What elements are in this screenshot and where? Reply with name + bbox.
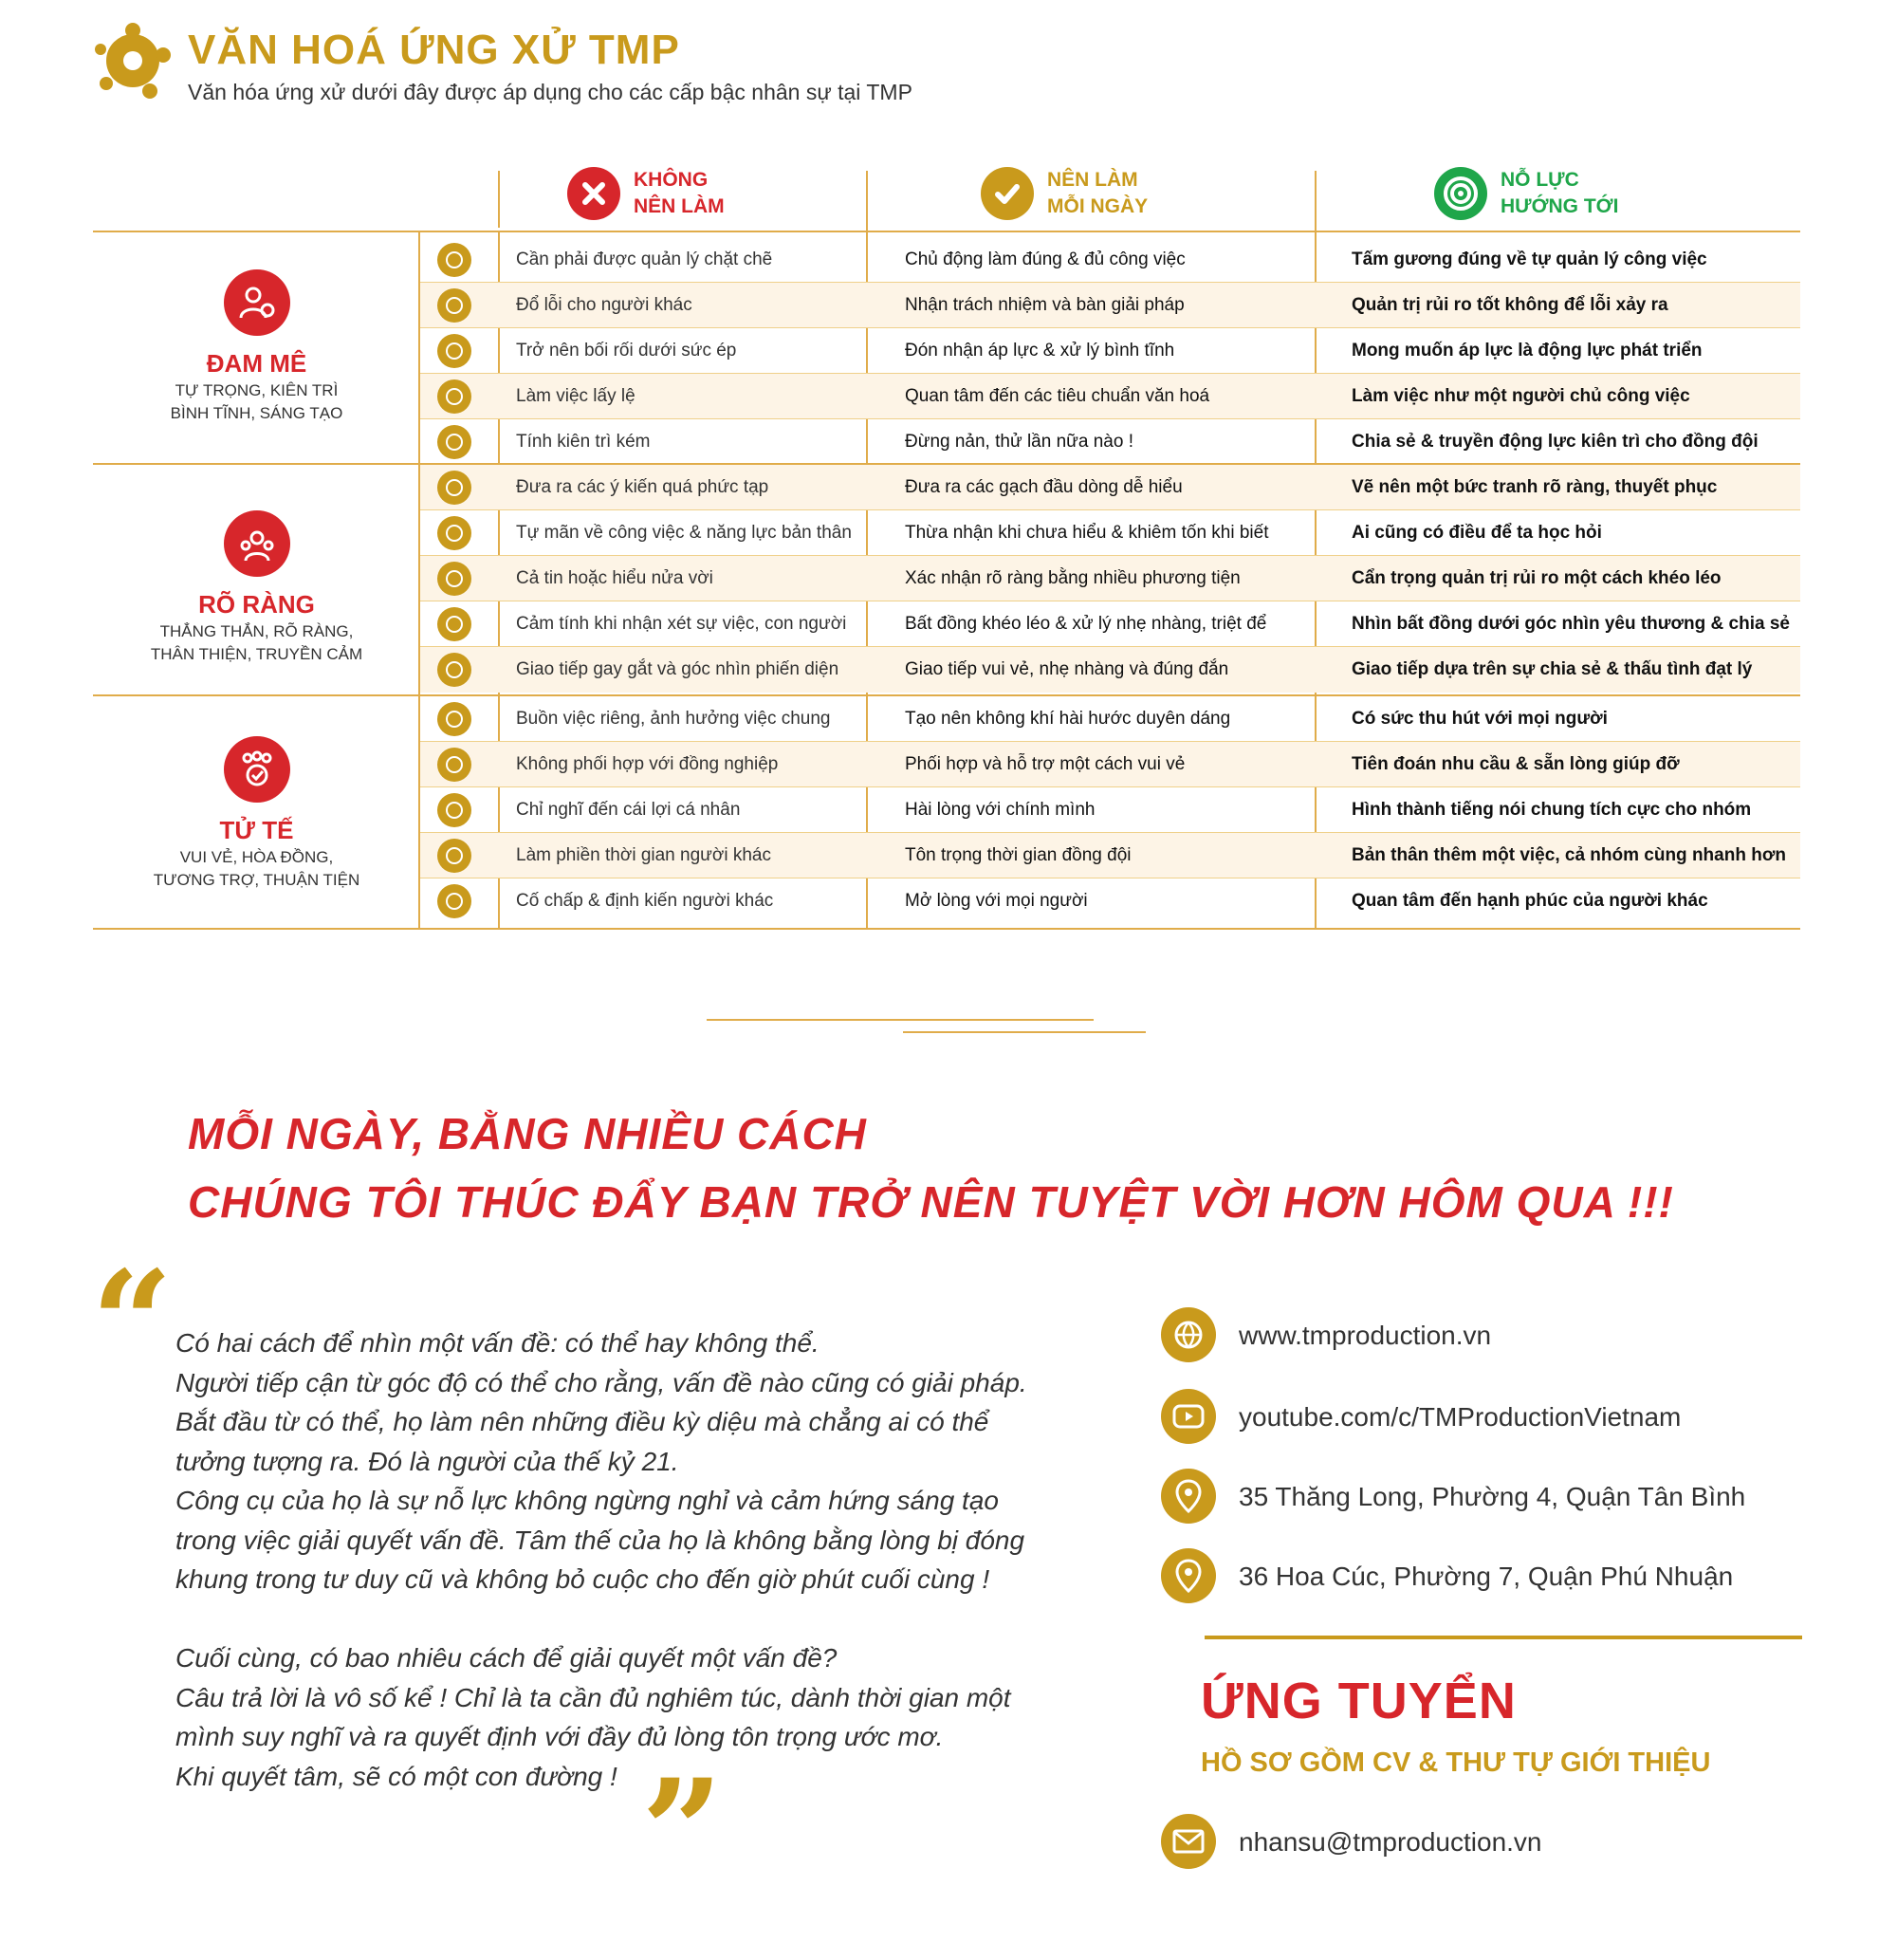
cell-dont: Cố chấp & định kiến người khác — [516, 891, 774, 911]
cell-aim: Mong muốn áp lực là động lực phát triển — [1352, 341, 1703, 361]
quote-line: Khi quyết tâm, sẽ có một con đường ! — [175, 1761, 617, 1791]
slogan-highlight: TRỞ NÊN TUYỆT VỜI HƠN HÔM QUA !!! — [809, 1177, 1674, 1227]
group-passion — [93, 269, 420, 424]
group-check-icon — [224, 736, 290, 803]
column-header-aim-line2: HƯỚNG TỚI — [1501, 195, 1619, 217]
quote-line: Bắt đầu từ có thể, họ làm nên những điều kỳ diệu mà chẳng ai có thể — [175, 1407, 989, 1436]
cell-do: Giao tiếp vui vẻ, nhẹ nhàng và đúng đắn — [905, 659, 1229, 679]
slogan-line-1: MỖI NGÀY, BẰNG NHIỀU CÁCH — [188, 1109, 867, 1158]
cell-dont: Làm phiền thời gian người khác — [516, 845, 771, 865]
cell-do: Đưa ra các gạch đầu dòng dễ hiểu — [905, 477, 1183, 497]
cell-do: Đón nhận áp lực & xử lý bình tĩnh — [905, 341, 1175, 361]
cell-do: Chủ động làm đúng & đủ công việc — [905, 250, 1186, 269]
group-kindness — [93, 736, 420, 891]
table-row — [420, 283, 1800, 328]
behavior-icon — [437, 471, 471, 505]
group-separator — [93, 463, 1800, 465]
section-divider — [1205, 1636, 1802, 1639]
behavior-icon — [437, 839, 471, 873]
table-row — [420, 833, 1800, 878]
address-phu-nhuan: 36 Hoa Cúc, Phường 7, Quận Phú Nhuận — [1239, 1562, 1734, 1591]
cell-do: Tạo nên không khí hài hước duyên dáng — [905, 709, 1231, 729]
open-quote-icon: “ — [91, 1240, 174, 1407]
globe-icon — [1161, 1307, 1216, 1362]
location-pin-icon — [1161, 1548, 1216, 1603]
check-icon — [981, 167, 1034, 220]
cell-aim: Có sức thu hút với mọi người — [1352, 709, 1608, 729]
behavior-icon — [437, 425, 471, 459]
decorative-divider — [903, 1031, 1146, 1033]
cell-dont: Đưa ra các ý kiến quá phức tạp — [516, 477, 769, 497]
group-traits: THẲNG THẮN, RÕ RÀNG, — [159, 622, 354, 640]
cell-dont: Tự mãn về công việc & năng lực bản thân — [516, 523, 852, 543]
cell-dont: Không phối hợp với đồng nghiệp — [516, 754, 779, 774]
youtube-icon — [1161, 1389, 1216, 1444]
column-header-do-line2: MỖI NGÀY — [1047, 195, 1149, 217]
slogan-line-2-start: CHÚNG TÔI THÚC ĐẨY BẠN — [188, 1177, 810, 1227]
cell-dont: Tính kiên trì kém — [516, 432, 651, 452]
cell-do: Tôn trọng thời gian đồng đội — [905, 845, 1132, 865]
cell-dont: Cần phải được quản lý chặt chẽ — [516, 250, 773, 269]
quote-line: Công cụ của họ là sự nỗ lực không ngừng nghỉ và cảm hứng sáng tạo — [175, 1486, 999, 1515]
quote-line: Có hai cách để nhìn một vấn đề: có thể hay không thể. — [175, 1328, 820, 1358]
page-title: VĂN HOÁ ỨNG XỬ TMP — [188, 27, 680, 73]
table-row — [420, 510, 1800, 556]
table-row — [420, 419, 1800, 465]
cell-do: Xác nhận rõ ràng bằng nhiều phương tiện — [905, 568, 1241, 588]
quote-line: Cuối cùng, có bao nhiêu cách để giải quyết một vấn đề? — [175, 1643, 838, 1673]
behavior-icon — [437, 748, 471, 782]
behavior-icon — [437, 607, 471, 641]
cell-aim: Quản trị rủi ro tốt không để lỗi xảy ra — [1352, 295, 1668, 315]
youtube-link[interactable]: youtube.com/c/TMProductionVietnam — [1239, 1402, 1682, 1432]
tmp-logo-icon — [93, 21, 173, 101]
table-row — [420, 465, 1800, 510]
group-traits: BÌNH TĨNH, SÁNG TẠO — [170, 404, 343, 422]
email-link[interactable]: nhansu@tmproduction.vn — [1239, 1827, 1542, 1857]
quote-line: Câu trả lời là vô số kể ! Chỉ là ta cần đủ nghiêm túc, dành thời gian một — [175, 1682, 1011, 1712]
group-traits: TƯƠNG TRỢ, THUẬN TIỆN — [153, 871, 360, 889]
cell-dont: Chỉ nghĩ đến cái lợi cá nhân — [516, 800, 741, 820]
cell-do: Bất đồng khéo léo & xử lý nhẹ nhàng, triệt để — [905, 614, 1267, 634]
team-chat-icon — [224, 510, 290, 577]
behavior-icon — [437, 653, 471, 687]
group-traits: THÂN THIỆN, TRUYỀN CẢM — [150, 645, 363, 663]
behavior-icon — [437, 702, 471, 736]
page-subtitle: Văn hóa ứng xử dưới đây được áp dụng cho các cấp bậc nhân sự tại TMP — [188, 80, 912, 104]
quote-line: tưởng tượng ra. Đó là người của thế kỷ 21. — [175, 1446, 679, 1476]
cell-do: Đừng nản, thử lần nữa nào ! — [905, 432, 1133, 452]
behavior-icon — [437, 379, 471, 414]
table-row — [420, 556, 1800, 601]
cell-aim: Hình thành tiếng nói chung tích cực cho nhóm — [1352, 800, 1752, 820]
location-pin-icon — [1161, 1469, 1216, 1524]
cell-dont: Buồn việc riêng, ảnh hưởng việc chung — [516, 709, 831, 729]
group-clarity — [93, 510, 420, 665]
table-row — [420, 696, 1800, 742]
cell-do: Mở lòng với mọi người — [905, 891, 1088, 911]
cell-do: Quan tâm đến các tiêu chuẩn văn hoá — [905, 386, 1210, 406]
cell-aim: Ai cũng có điều để ta học hỏi — [1352, 523, 1602, 543]
quote-line: trong việc giải quyết vấn đề. Tâm thế của họ là không bằng lòng bị đóng — [175, 1525, 1025, 1555]
behavior-icon — [437, 562, 471, 596]
column-header-dont — [567, 159, 725, 228]
table-row — [420, 787, 1800, 833]
behavior-icon — [437, 793, 471, 827]
target-icon — [1434, 167, 1487, 220]
table-row — [420, 742, 1800, 787]
cell-aim: Cẩn trọng quản trị rủi ro một cách khéo léo — [1352, 568, 1722, 588]
cell-dont: Trở nên bối rối dưới sức ép — [516, 341, 737, 361]
decorative-divider — [707, 1019, 1094, 1021]
website-link[interactable]: www.tmproduction.vn — [1239, 1321, 1492, 1350]
column-header-dont-line1: KHÔNG — [634, 169, 709, 191]
column-header-aim — [1434, 159, 1618, 228]
group-name: RÕ RÀNG — [198, 590, 315, 619]
apply-subtitle: HỒ SƠ GỒM CV & THƯ TỰ GIỚI THIỆU — [1201, 1747, 1711, 1778]
behavior-icon — [437, 516, 471, 550]
column-header-do — [981, 159, 1148, 228]
quote-line: mình suy nghĩ và ra quyết định với đầy đủ lòng tôn trọng ước mơ. — [175, 1722, 944, 1751]
table-row — [420, 237, 1800, 283]
column-header-do-line1: NÊN LÀM — [1047, 169, 1138, 191]
cell-dont: Giao tiếp gay gắt và góc nhìn phiến diện — [516, 659, 839, 679]
cell-dont: Cảm tính khi nhận xét sự việc, con người — [516, 614, 847, 634]
group-traits: VUI VẺ, HÒA ĐỒNG, — [179, 848, 334, 866]
cell-do: Hài lòng với chính mình — [905, 800, 1096, 820]
behavior-icon — [437, 243, 471, 277]
table-row — [420, 601, 1800, 647]
cell-do: Thừa nhận khi chưa hiểu & khiêm tốn khi biết — [905, 523, 1269, 543]
behavior-icon — [437, 288, 471, 323]
table-row — [420, 328, 1800, 374]
cell-aim: Giao tiếp dựa trên sự chia sẻ & thấu tình đạt lý — [1352, 659, 1753, 679]
cell-do: Nhận trách nhiệm và bàn giải pháp — [905, 295, 1185, 315]
cell-aim: Quan tâm đến hạnh phúc của người khác — [1352, 891, 1708, 911]
close-quote-icon: ” — [641, 1748, 724, 1915]
cell-aim: Vẽ nên một bức tranh rõ ràng, thuyết phục — [1352, 477, 1718, 497]
quote-line: Người tiếp cận từ góc độ có thể cho rằng, vấn đề nào cũng có giải pháp. — [175, 1367, 1027, 1397]
group-name: ĐAM MÊ — [206, 349, 307, 378]
group-name: TỬ TẾ — [219, 816, 294, 844]
slogan-line-2 — [188, 1176, 1674, 1228]
table-divider — [498, 171, 500, 228]
column-header-dont-line2: NÊN LÀM — [634, 195, 725, 217]
cell-aim: Bản thân thêm một việc, cả nhóm cùng nhanh hơn — [1352, 845, 1786, 865]
group-separator — [93, 928, 1800, 930]
behavior-icon — [437, 884, 471, 918]
person-badge-icon — [224, 269, 290, 336]
cell-dont: Làm việc lấy lệ — [516, 386, 635, 406]
group-separator — [93, 231, 1800, 232]
table-row — [420, 647, 1800, 693]
cell-do: Phối hợp và hỗ trợ một cách vui vẻ — [905, 754, 1186, 774]
quote-line: khung trong tư duy cũ và không bỏ cuộc cho đến giờ phút cuối cùng ! — [175, 1564, 990, 1594]
table-row — [420, 878, 1800, 924]
group-traits: TỰ TRỌNG, KIÊN TRÌ — [175, 381, 339, 399]
group-separator — [93, 694, 1800, 696]
cell-aim: Nhìn bất đồng dưới góc nhìn yêu thương & chia sẻ — [1352, 614, 1790, 634]
cell-dont: Đổ lỗi cho người khác — [516, 295, 692, 315]
address-tan-binh: 35 Thăng Long, Phường 4, Quận Tân Bình — [1239, 1482, 1746, 1511]
cell-dont: Cả tin hoặc hiểu nửa vời — [516, 568, 713, 588]
column-header-aim-line1: NỖ LỰC — [1501, 169, 1579, 191]
cell-aim: Làm việc như một người chủ công việc — [1352, 386, 1690, 406]
cell-aim: Tiên đoán nhu cầu & sẵn lòng giúp đỡ — [1352, 754, 1680, 774]
behavior-icon — [437, 334, 471, 368]
cell-aim: Tấm gương đúng về tự quản lý công việc — [1352, 250, 1707, 269]
table-row — [420, 374, 1800, 419]
cross-icon — [567, 167, 620, 220]
mail-icon — [1161, 1814, 1216, 1869]
cell-aim: Chia sẻ & truyền động lực kiên trì cho đồng đội — [1352, 432, 1759, 452]
apply-title: ỨNG TUYỂN — [1201, 1673, 1517, 1729]
